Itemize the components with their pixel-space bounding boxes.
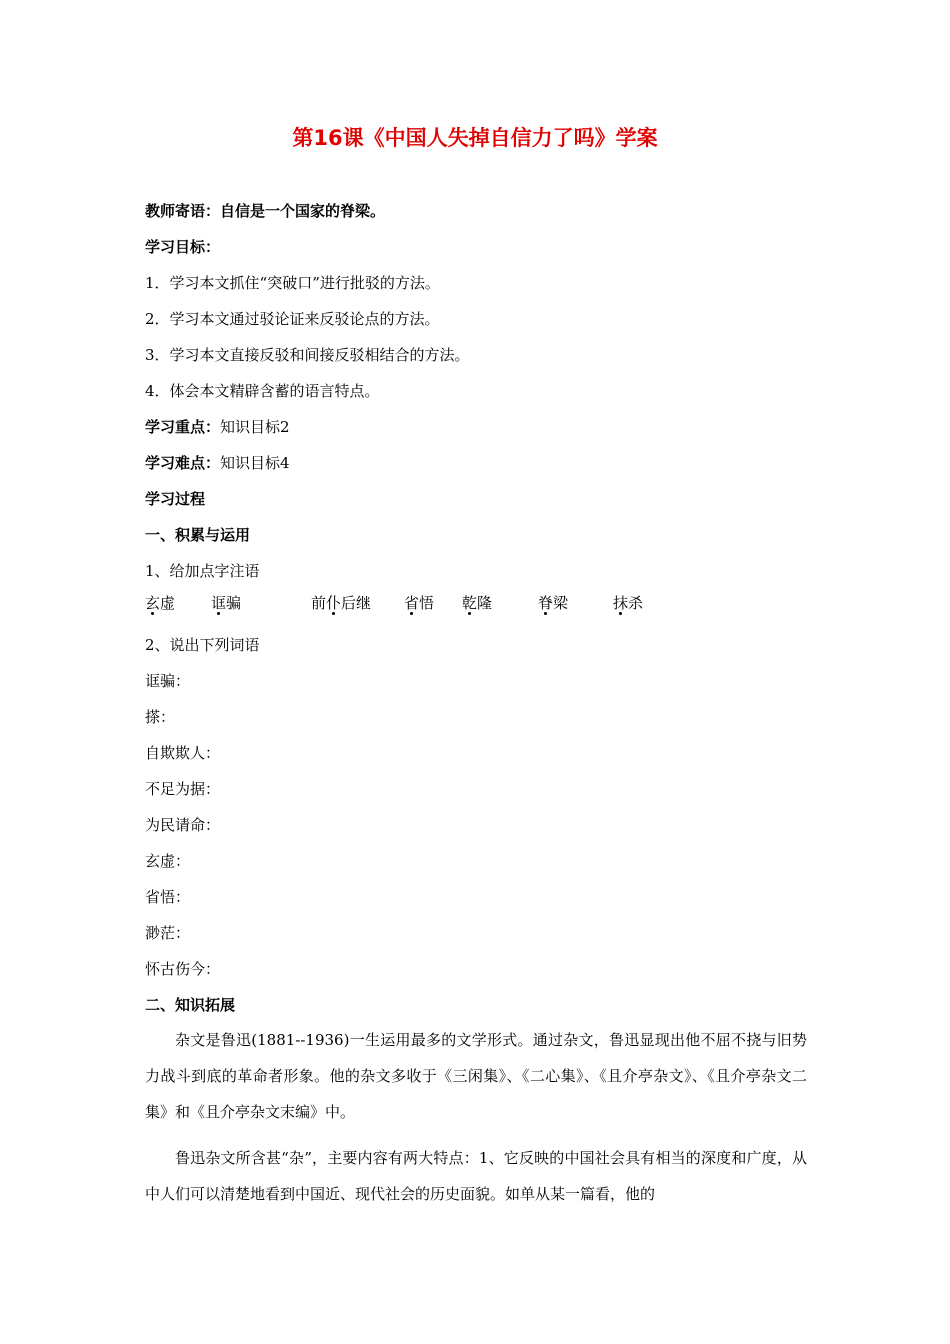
pinyin-word: 玄虚 (145, 594, 176, 612)
vocab-item: 不足为据： (145, 780, 221, 798)
emphasis-dot (544, 612, 547, 615)
vocab-item: 为民请命： (145, 816, 221, 834)
emphasis-dot (468, 612, 471, 615)
objectives-heading: 学习目标： (145, 238, 221, 256)
objective-item: 4．体会本文精辟含蓄的语言特点。 (145, 382, 380, 400)
emphasis-dot (619, 612, 622, 615)
vocab-item: 省悟： (145, 888, 191, 906)
pinyin-word: 乾隆 (462, 594, 493, 612)
section2-heading: 二、知识拓展 (145, 996, 236, 1014)
emphasis-dot (217, 612, 220, 615)
vocab-item: 渺茫： (145, 924, 191, 942)
process-heading: 学习过程 (145, 490, 206, 508)
question-2: 2、说出下列词语 (145, 636, 260, 654)
pinyin-word: 脊梁 (538, 594, 569, 612)
vocab-item: 自欺欺人： (145, 744, 221, 762)
key-point-value: 知识目标2 (220, 418, 290, 436)
objective-item: 2．学习本文通过驳论证来反驳论点的方法。 (145, 310, 440, 328)
difficult-point-value: 知识目标4 (220, 454, 290, 472)
vocab-item: 怀古伤今： (145, 960, 221, 978)
objective-item: 1．学习本文抓住“突破口”进行批驳的方法。 (145, 274, 440, 292)
emphasis-dot (151, 612, 154, 615)
pinyin-word: 前仆后继 (311, 594, 372, 612)
pinyin-word: 抹杀 (613, 594, 644, 612)
difficult-point-label: 学习难点： (145, 454, 221, 472)
vocab-item: 搽： (145, 708, 176, 726)
pinyin-word: 省悟 (404, 594, 435, 612)
emphasis-dot (410, 612, 413, 615)
vocab-item: 诓骗： (145, 672, 191, 690)
vocab-item: 玄虚： (145, 852, 191, 870)
emphasis-dot (332, 612, 335, 615)
page-title: 第16课《中国人失掉自信力了吗》学案 (292, 126, 658, 150)
key-point (145, 416, 290, 437)
difficult-point (145, 452, 290, 473)
paragraph: 鲁迅杂文所含甚“杂”，主要内容有两大特点：1、它反映的中国社会具有相当的深度和广度，从中人们可以清楚地看到中国近、现代社会的历史面貌。如单从某一篇看，他的 (145, 1149, 807, 1203)
section1-heading: 一、积累与运用 (145, 526, 251, 544)
key-point-label: 学习重点： (145, 418, 221, 436)
objective-item: 3．学习本文直接反驳和间接反驳相结合的方法。 (145, 346, 470, 364)
paragraph: 杂文是鲁迅(1881--1936)一生运用最多的文学形式。通过杂文，鲁迅显现出他不屈不挠与旧势力战斗到底的革命者形象。他的杂文多收于《三闲集》、《二心集》、《且介亭杂文》、《且介亭杂文二集》和《且介亭杂文末编》中。 (145, 1031, 807, 1121)
pinyin-word: 诓骗 (211, 594, 242, 612)
teacher-words: 教师寄语：自信是一个国家的脊梁。 (145, 202, 386, 220)
question-1: 1、给加点字注语 (145, 562, 260, 580)
